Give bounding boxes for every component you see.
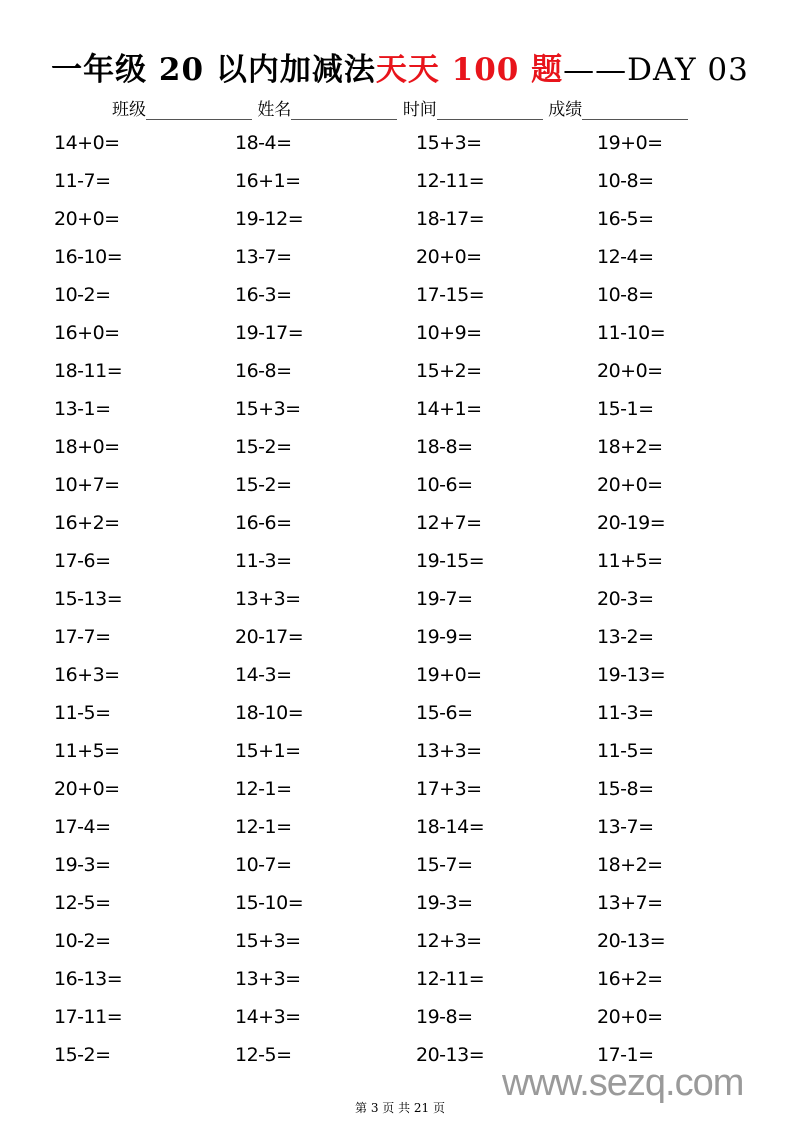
problem: 19-7= bbox=[416, 588, 473, 610]
time-blank bbox=[437, 101, 543, 120]
problem: 12-11= bbox=[416, 968, 485, 990]
problem: 12-1= bbox=[235, 778, 292, 800]
problem-row bbox=[0, 171, 800, 191]
name-blank bbox=[291, 101, 397, 120]
problem: 16+2= bbox=[597, 968, 663, 990]
problem: 16-5= bbox=[597, 208, 654, 230]
problem: 11-5= bbox=[54, 702, 111, 724]
problem-row bbox=[0, 589, 800, 609]
problem: 15-8= bbox=[597, 778, 654, 800]
time-label: 时间 bbox=[402, 100, 437, 120]
problem: 17-7= bbox=[54, 626, 111, 648]
problem: 18-8= bbox=[416, 436, 473, 458]
problem: 19-9= bbox=[416, 626, 473, 648]
problem: 12-11= bbox=[416, 170, 485, 192]
problem: 16-3= bbox=[235, 284, 292, 306]
problem: 11+5= bbox=[54, 740, 120, 762]
problem: 14+3= bbox=[235, 1006, 301, 1028]
problem: 16+2= bbox=[54, 512, 120, 534]
problem: 11-10= bbox=[597, 322, 666, 344]
problem: 12+3= bbox=[416, 930, 482, 952]
problem: 16-8= bbox=[235, 360, 292, 382]
problem-row bbox=[0, 855, 800, 875]
page-footer: 第 3 页 共 21 页 bbox=[355, 1101, 445, 1115]
problem: 13+3= bbox=[235, 588, 301, 610]
problem: 16-6= bbox=[235, 512, 292, 534]
problem: 20-19= bbox=[597, 512, 666, 534]
problem: 10-7= bbox=[235, 854, 292, 876]
problem: 15-2= bbox=[235, 474, 292, 496]
problem: 18-11= bbox=[54, 360, 123, 382]
problem: 11-3= bbox=[597, 702, 654, 724]
problem-row bbox=[0, 817, 800, 837]
problem: 13-7= bbox=[235, 246, 292, 268]
problem-row bbox=[0, 703, 800, 723]
problem: 17-4= bbox=[54, 816, 111, 838]
problem: 17-15= bbox=[416, 284, 485, 306]
problem: 20+0= bbox=[54, 778, 120, 800]
problem: 14+0= bbox=[54, 132, 120, 154]
problem: 10-8= bbox=[597, 284, 654, 306]
problem: 18-4= bbox=[235, 132, 292, 154]
problem-row bbox=[0, 133, 800, 153]
problem: 19-12= bbox=[235, 208, 304, 230]
problem: 12-4= bbox=[597, 246, 654, 268]
problem: 10+7= bbox=[54, 474, 120, 496]
problem: 15+2= bbox=[416, 360, 482, 382]
problem: 15-1= bbox=[597, 398, 654, 420]
title-day: ——DAY 03 bbox=[563, 52, 749, 88]
problem-row bbox=[0, 665, 800, 685]
problem-row bbox=[0, 475, 800, 495]
problem: 10-8= bbox=[597, 170, 654, 192]
problem-row bbox=[0, 551, 800, 571]
problem: 16+3= bbox=[54, 664, 120, 686]
problem: 12-5= bbox=[54, 892, 111, 914]
problem: 16-13= bbox=[54, 968, 123, 990]
problem: 20-17= bbox=[235, 626, 304, 648]
problem: 10-6= bbox=[416, 474, 473, 496]
problem-row bbox=[0, 323, 800, 343]
problem: 15+3= bbox=[416, 132, 482, 154]
problem: 16-10= bbox=[54, 246, 123, 268]
problem-row bbox=[0, 1007, 800, 1027]
problem: 15-2= bbox=[54, 1044, 111, 1066]
problem: 19-3= bbox=[416, 892, 473, 914]
problem: 18+2= bbox=[597, 436, 663, 458]
name-label: 姓名 bbox=[257, 100, 292, 120]
problem: 17-6= bbox=[54, 550, 111, 572]
problem: 20+0= bbox=[597, 474, 663, 496]
problem-row bbox=[0, 285, 800, 305]
problem: 18+2= bbox=[597, 854, 663, 876]
problem-row bbox=[0, 779, 800, 799]
problem: 18-10= bbox=[235, 702, 304, 724]
problem: 15-2= bbox=[235, 436, 292, 458]
problem: 10-2= bbox=[54, 930, 111, 952]
problem: 20+0= bbox=[416, 246, 482, 268]
problem: 20-3= bbox=[597, 588, 654, 610]
problem: 12+7= bbox=[416, 512, 482, 534]
problem: 18+0= bbox=[54, 436, 120, 458]
problem: 20+0= bbox=[54, 208, 120, 230]
class-label: 班级 bbox=[112, 100, 146, 120]
problem: 19-15= bbox=[416, 550, 485, 572]
problem: 11-5= bbox=[597, 740, 654, 762]
problem: 17+3= bbox=[416, 778, 482, 800]
problem: 11+5= bbox=[597, 550, 663, 572]
problem: 19+0= bbox=[597, 132, 663, 154]
problem: 19-8= bbox=[416, 1006, 473, 1028]
student-info-fields bbox=[112, 100, 688, 120]
score-label: 成绩 bbox=[548, 100, 583, 120]
problem: 16+0= bbox=[54, 322, 120, 344]
problem: 14-3= bbox=[235, 664, 292, 686]
problem-row bbox=[0, 437, 800, 457]
title-main: 一年级 20 以内加减法 bbox=[51, 52, 376, 88]
problem: 18-17= bbox=[416, 208, 485, 230]
class-blank bbox=[146, 101, 252, 120]
problem-row bbox=[0, 969, 800, 989]
problem-row bbox=[0, 399, 800, 419]
problem: 17-11= bbox=[54, 1006, 123, 1028]
problem: 20+0= bbox=[597, 1006, 663, 1028]
problem: 15-7= bbox=[416, 854, 473, 876]
title-highlight: 天天 100 题 bbox=[375, 52, 564, 88]
problem: 12-5= bbox=[235, 1044, 292, 1066]
problem: 19-17= bbox=[235, 322, 304, 344]
problem: 19-13= bbox=[597, 664, 666, 686]
problem: 11-3= bbox=[235, 550, 292, 572]
problem: 12-1= bbox=[235, 816, 292, 838]
problem: 13-1= bbox=[54, 398, 111, 420]
problem: 15+3= bbox=[235, 398, 301, 420]
problem: 13-7= bbox=[597, 816, 654, 838]
problem-row bbox=[0, 361, 800, 381]
problem: 14+1= bbox=[416, 398, 482, 420]
problem: 19-3= bbox=[54, 854, 111, 876]
problem-row bbox=[0, 247, 800, 267]
problem: 13+3= bbox=[416, 740, 482, 762]
problem: 15-13= bbox=[54, 588, 123, 610]
watermark: www.sezq.com bbox=[502, 1062, 744, 1104]
page-title bbox=[0, 52, 800, 88]
problem: 13-2= bbox=[597, 626, 654, 648]
problem-row bbox=[0, 931, 800, 951]
problem-row bbox=[0, 627, 800, 647]
problem: 15-6= bbox=[416, 702, 473, 724]
problem: 20+0= bbox=[597, 360, 663, 382]
problem: 11-7= bbox=[54, 170, 111, 192]
problem: 19+0= bbox=[416, 664, 482, 686]
problem-row bbox=[0, 513, 800, 533]
problem: 10-2= bbox=[54, 284, 111, 306]
problem: 15-10= bbox=[235, 892, 304, 914]
problem-row bbox=[0, 741, 800, 761]
problem-row bbox=[0, 209, 800, 229]
problem: 20-13= bbox=[597, 930, 666, 952]
problem: 13+3= bbox=[235, 968, 301, 990]
problem: 15+1= bbox=[235, 740, 301, 762]
problem: 20-13= bbox=[416, 1044, 485, 1066]
problem: 18-14= bbox=[416, 816, 485, 838]
problem: 15+3= bbox=[235, 930, 301, 952]
score-blank bbox=[582, 101, 688, 120]
problem: 10+9= bbox=[416, 322, 482, 344]
problem: 17-1= bbox=[597, 1044, 654, 1066]
problem: 13+7= bbox=[597, 892, 663, 914]
problem-row bbox=[0, 893, 800, 913]
problem: 16+1= bbox=[235, 170, 301, 192]
